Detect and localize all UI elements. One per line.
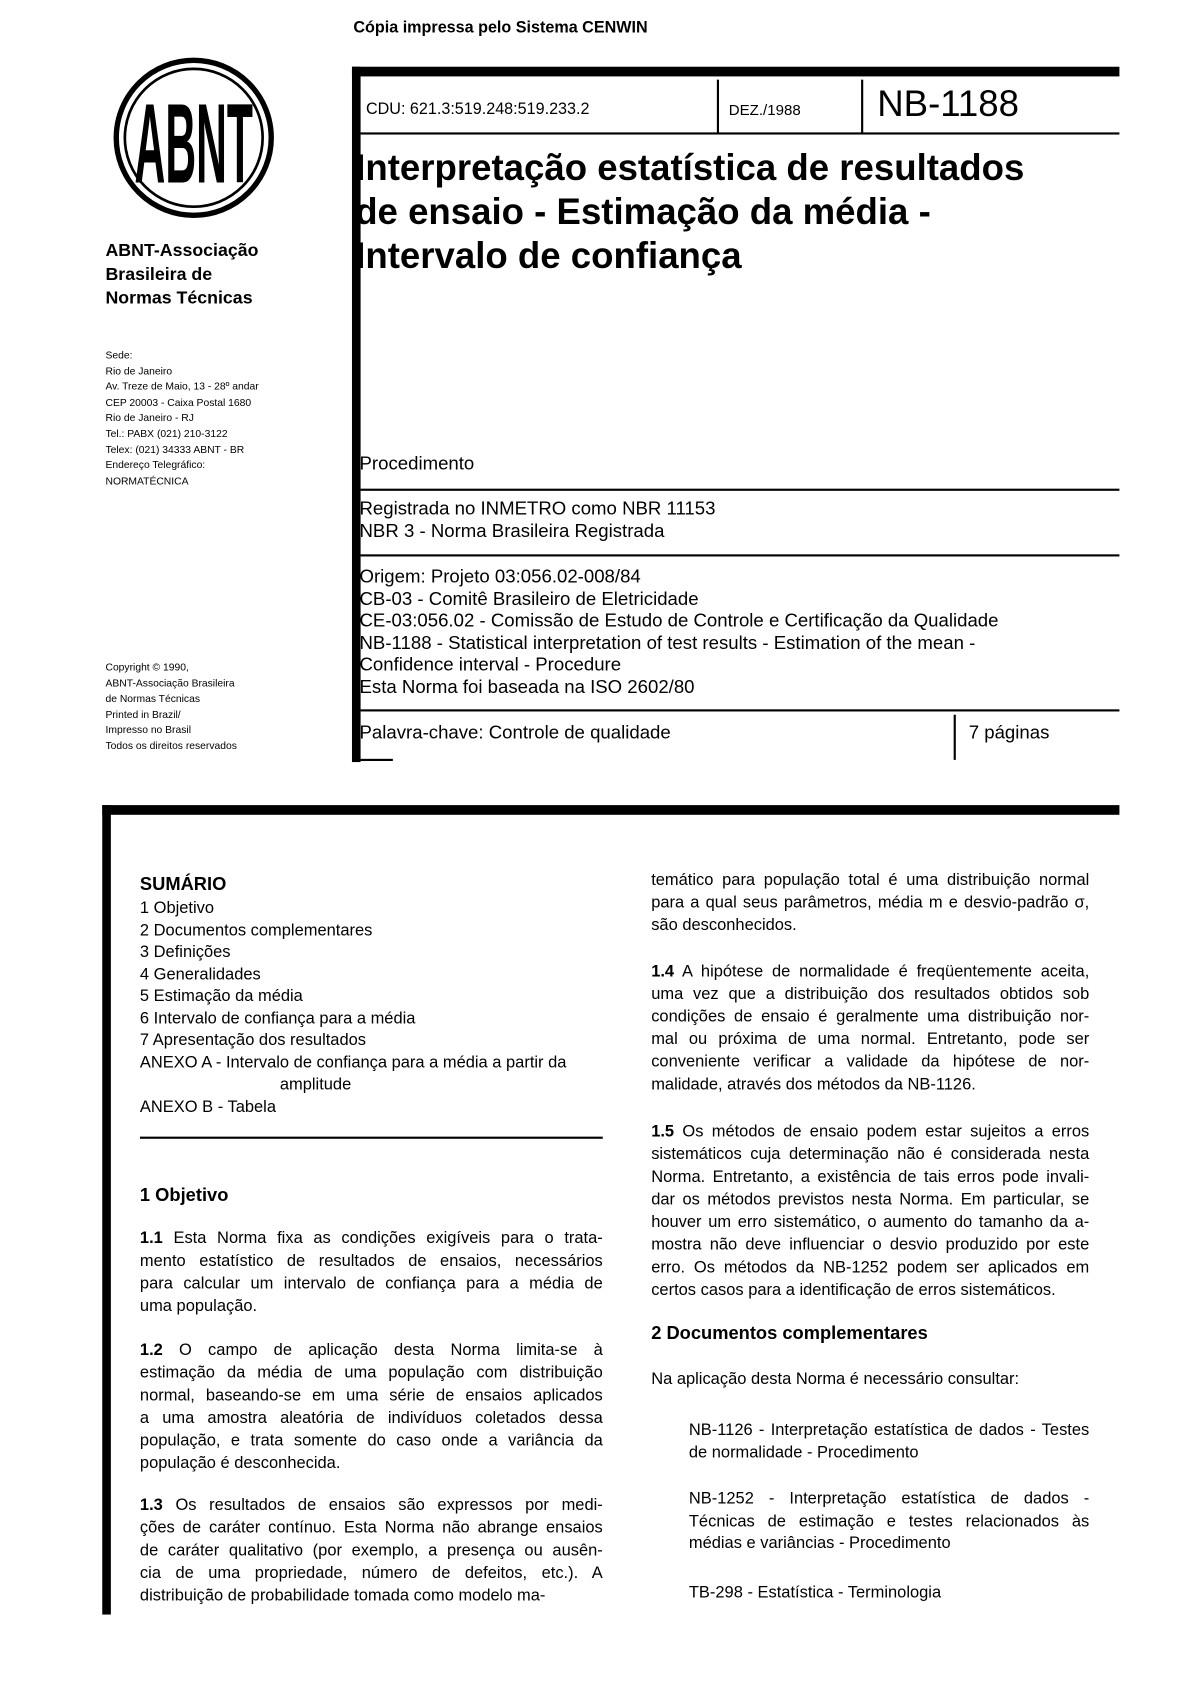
text-line-content: temático para população total é uma distribuição normal xyxy=(651,870,1090,890)
text-line-content: estimação da média de uma população com distribuição xyxy=(139,1363,603,1383)
text-line xyxy=(651,869,1089,892)
text-line xyxy=(140,1227,603,1250)
text-line-content: Os resultados de ensaios são expressos por medi- xyxy=(162,1496,603,1515)
title-line: Interpretação estatística de resultados xyxy=(355,147,1025,189)
address-line: Rio de Janeiro xyxy=(105,365,173,378)
copyright-line: Todos os direitos reservados xyxy=(105,740,237,753)
registry-line: Registrada no INMETRO como NBR 11153 xyxy=(359,497,716,519)
org-name xyxy=(105,239,258,310)
text-line xyxy=(140,1384,603,1407)
section-heading: 1 Objetivo xyxy=(139,1185,229,1206)
text-line xyxy=(651,1073,1089,1096)
divider xyxy=(361,554,1120,556)
summary-item: 7 Apresentação dos resultados xyxy=(139,1031,367,1050)
text-line xyxy=(140,1339,603,1362)
address-block xyxy=(105,349,258,490)
summary-item: 1 Objetivo xyxy=(139,898,215,918)
text-line-content: O campo de aplicação desta Norma limita-se à xyxy=(162,1341,603,1360)
text-line-content: uma população. xyxy=(139,1297,258,1316)
paragraph-number: 1.5 xyxy=(651,1122,675,1141)
text-line xyxy=(651,1368,1089,1391)
address-line: Endereço Telegráfico: xyxy=(105,459,206,472)
origin-line: Origem: Projeto 03:056.02-008/84 xyxy=(359,565,641,587)
summary-item: 4 Generalidades xyxy=(139,964,261,984)
body-left-bar xyxy=(102,805,111,1614)
text-line xyxy=(140,1452,603,1475)
divider xyxy=(861,80,863,134)
text-line xyxy=(651,1256,1089,1279)
paragraph-number: 1.3 xyxy=(139,1496,163,1515)
origin-line: NB-1188 - Statistical interpretation of test results - Estimation of the mean - xyxy=(359,631,976,654)
paragraph-1-5 xyxy=(651,1120,1089,1301)
reference-tb-298 xyxy=(689,1581,1089,1604)
document-title xyxy=(355,146,1024,278)
address-line: Rio de Janeiro - RJ xyxy=(105,412,194,425)
summary-item: ANEXO B - Tabela xyxy=(139,1097,276,1116)
text-line-content: distribuição de probabilidade tomada como modelo ma- xyxy=(139,1586,546,1605)
paragraph-1-1 xyxy=(140,1227,603,1317)
text-line xyxy=(140,1429,603,1452)
summary-heading: SUMÁRIO xyxy=(139,874,227,895)
keyword: Palavra-chave: Controle de qualidade xyxy=(359,721,671,743)
text-line-content: Os métodos de ensaio podem estar sujeitos a erros xyxy=(674,1122,1090,1141)
divider xyxy=(361,489,1120,491)
text-line-content: população é desconhecida. xyxy=(139,1454,341,1473)
text-line-content: mostra não deve influenciar o desvio produzido por este xyxy=(651,1235,1090,1254)
publication-date: DEZ./1988 xyxy=(728,101,801,119)
text-line-content: NB-1126 - Interpretação estatística de dados - Testes xyxy=(688,1420,1090,1440)
text-line xyxy=(140,1494,603,1517)
print-note: Cópia impressa pelo Sistema CENWIN xyxy=(353,18,648,37)
divider xyxy=(954,715,956,760)
text-line-content: A hipótese de normalidade é freqüentemente aceita, xyxy=(674,962,1090,981)
summary-item: ANEXO A - Intervalo de confiança para a média a partir da xyxy=(139,1053,567,1072)
registry-block xyxy=(360,497,716,541)
text-line xyxy=(651,1143,1089,1166)
text-line xyxy=(651,1051,1089,1074)
text-line-content: Na aplicação desta Norma é necessário consultar: xyxy=(651,1370,1020,1389)
org-name-line: Brasileira de xyxy=(105,264,213,285)
text-line xyxy=(651,1005,1089,1028)
text-line xyxy=(140,1407,603,1430)
reference-nb-1252 xyxy=(689,1489,1089,1555)
text-line xyxy=(689,1511,1089,1533)
origin-line: CB-03 - Comitê Brasileiro de Eletricidade xyxy=(359,587,699,609)
summary-item: 6 Intervalo de confiança para a média xyxy=(139,1009,416,1028)
summary-item: amplitude xyxy=(279,1075,352,1094)
summary-list xyxy=(140,898,567,1119)
text-line-content: malidade, através dos métodos da NB-1126. xyxy=(651,1075,976,1094)
text-line-content: houver um erro sistemático, o aumento do tamanho da a- xyxy=(651,1213,1090,1232)
text-line-content: condições de ensaio é geralmente uma distribuição nor- xyxy=(651,1007,1090,1026)
text-line-content: de caráter qualitativo (por exemplo, a presença ou ausên- xyxy=(139,1541,603,1560)
summary-item: 5 Estimação da média xyxy=(139,987,303,1006)
address-line: Tel.: PABX (021) 210-3122 xyxy=(105,428,228,441)
text-line-content: Técnicas de estimação e testes relacionados às xyxy=(688,1511,1090,1531)
divider xyxy=(361,132,1120,134)
divider xyxy=(717,80,719,134)
text-line-content: a uma amostra aleatória de indivíduos coletados dessa xyxy=(139,1408,603,1428)
text-line-content: normal, baseando-se em uma série de ensaios aplicados xyxy=(139,1386,603,1405)
copyright-block xyxy=(105,661,236,755)
body-top-bar xyxy=(102,805,1119,815)
title-line: de ensaio - Estimação da média - xyxy=(355,191,931,233)
text-line-content: Esta Norma fixa as condições exigíveis para o trata- xyxy=(162,1229,603,1248)
paragraph-number: 1.1 xyxy=(139,1229,163,1248)
divider xyxy=(361,709,1120,711)
text-line xyxy=(651,1211,1089,1234)
copyright-line: Impresso no Brasil xyxy=(105,724,192,737)
page-count: 7 páginas xyxy=(968,721,1050,743)
paragraph-1-2 xyxy=(140,1339,603,1475)
text-line xyxy=(651,1166,1089,1189)
text-line xyxy=(651,891,1089,914)
text-line-content: TB-298 - Estatística - Terminologia xyxy=(688,1583,942,1602)
header-top-bar xyxy=(352,67,1119,77)
text-line-content: para calcular um intervalo de confiança para a média de xyxy=(139,1274,603,1293)
text-line-content: erro. Os métodos da NB-1252 podem ser aplicados em xyxy=(651,1258,1090,1277)
text-line-content: ções de caráter contínuo. Esta Norma não abrange ensaios xyxy=(139,1518,603,1538)
abnt-logo-icon xyxy=(112,56,276,220)
text-line-content: uma vez que a distribuição dos resultados obtidos sob xyxy=(651,984,1090,1004)
text-line-content: Norma. Entretanto, a existência de tais erros pode invali- xyxy=(651,1167,1090,1187)
text-line xyxy=(689,1581,1089,1604)
text-line xyxy=(689,1533,1089,1555)
copyright-line: Copyright © 1990, xyxy=(105,661,189,674)
text-line xyxy=(140,1562,603,1585)
document-type: Procedimento xyxy=(359,452,475,474)
org-name-line: Normas Técnicas xyxy=(105,288,253,308)
text-line xyxy=(651,914,1089,937)
address-line: CEP 20003 - Caixa Postal 1680 xyxy=(105,396,252,409)
text-line xyxy=(689,1420,1089,1442)
svg-text:ABNT: ABNT xyxy=(134,81,253,208)
origin-line: Esta Norma foi baseada na ISO 2602/80 xyxy=(359,675,695,698)
divider xyxy=(140,1137,603,1139)
copyright-line: ABNT-Associação Brasileira xyxy=(105,677,235,690)
title-line: Intervalo de confiança xyxy=(355,235,742,277)
text-line xyxy=(140,1517,603,1540)
divider xyxy=(361,759,393,761)
text-line xyxy=(689,1442,1089,1464)
text-line xyxy=(140,1584,603,1607)
paragraph-1-3 xyxy=(140,1494,603,1607)
summary-item: 3 Definições xyxy=(139,942,231,962)
address-line: Telex: (021) 34333 ABNT - BR xyxy=(105,444,245,456)
section-heading: 2 Documentos complementares xyxy=(651,1322,928,1344)
text-line-content: são desconhecidos. xyxy=(651,915,797,935)
text-line-content: dar os métodos previstos nesta Norma. Em particular, se xyxy=(651,1190,1090,1209)
standard-code: NB-1188 xyxy=(877,83,1019,125)
copyright-line: Printed in Brazil/ xyxy=(105,709,181,721)
address-line: NORMATÉCNICA xyxy=(105,475,189,488)
text-line-content: sistemáticos cuja determinação não é considerada nesta xyxy=(651,1145,1090,1164)
reference-nb-1126 xyxy=(689,1420,1089,1464)
text-line xyxy=(140,1250,603,1273)
paragraph-2-intro xyxy=(651,1368,1089,1391)
text-line-content: cia de uma propriedade, número de defeitos, etc.). A xyxy=(139,1563,603,1583)
paragraph-number: 1.2 xyxy=(139,1341,163,1360)
text-line xyxy=(651,1188,1089,1211)
registry-line: NBR 3 - Norma Brasileira Registrada xyxy=(359,519,665,541)
address-line: Sede: xyxy=(105,349,133,362)
text-line-content: conveniente verificar a validade da hipótese de nor- xyxy=(651,1052,1090,1071)
text-line xyxy=(651,1028,1089,1051)
cdu-code: CDU: 621.3:519.248:519.233.2 xyxy=(365,100,590,119)
copyright-line: de Normas Técnicas xyxy=(105,693,201,706)
address-line: Av. Treze de Maio, 13 - 28º andar xyxy=(105,381,259,394)
text-line xyxy=(651,960,1089,983)
text-line xyxy=(140,1272,603,1295)
text-line xyxy=(651,1234,1089,1257)
paragraph-1-4 xyxy=(651,960,1089,1096)
paragraph-number: 1.4 xyxy=(651,962,675,981)
text-line xyxy=(651,1120,1089,1143)
paragraph-1-3-cont xyxy=(651,869,1089,937)
text-line-content: mal ou próxima de uma normal. Entretanto, pode ser xyxy=(651,1030,1090,1049)
text-line-content: mento estatístico de resultados de ensaios, necessários xyxy=(139,1251,603,1271)
summary-item: 2 Documentos complementares xyxy=(139,920,373,940)
origin-line: CE-03:056.02 - Comissão de Estudo de Controle e Certificação da Qualidade xyxy=(359,609,999,631)
text-line xyxy=(140,1362,603,1385)
text-line-content: médias e variâncias - Procedimento xyxy=(688,1533,951,1553)
text-line xyxy=(689,1489,1089,1511)
text-line-content: certos casos para a identificação de erros sistemáticos. xyxy=(651,1280,1056,1300)
text-line-content: para a qual seus parâmetros, média m e desvio-padrão σ, xyxy=(651,893,1090,912)
text-line-content: população, e trata somente do caso onde a variância da xyxy=(139,1431,603,1450)
text-line-content: NB-1252 - Interpretação estatística de dados - xyxy=(688,1489,1090,1508)
text-line xyxy=(140,1295,603,1318)
text-line xyxy=(651,983,1089,1006)
origin-line: Confidence interval - Procedure xyxy=(359,653,622,676)
org-name-line: ABNT-Associação xyxy=(105,241,259,261)
text-line xyxy=(651,1279,1089,1302)
origin-block xyxy=(360,565,999,698)
text-line-content: de normalidade - Procedimento xyxy=(688,1442,919,1462)
text-line xyxy=(140,1539,603,1562)
